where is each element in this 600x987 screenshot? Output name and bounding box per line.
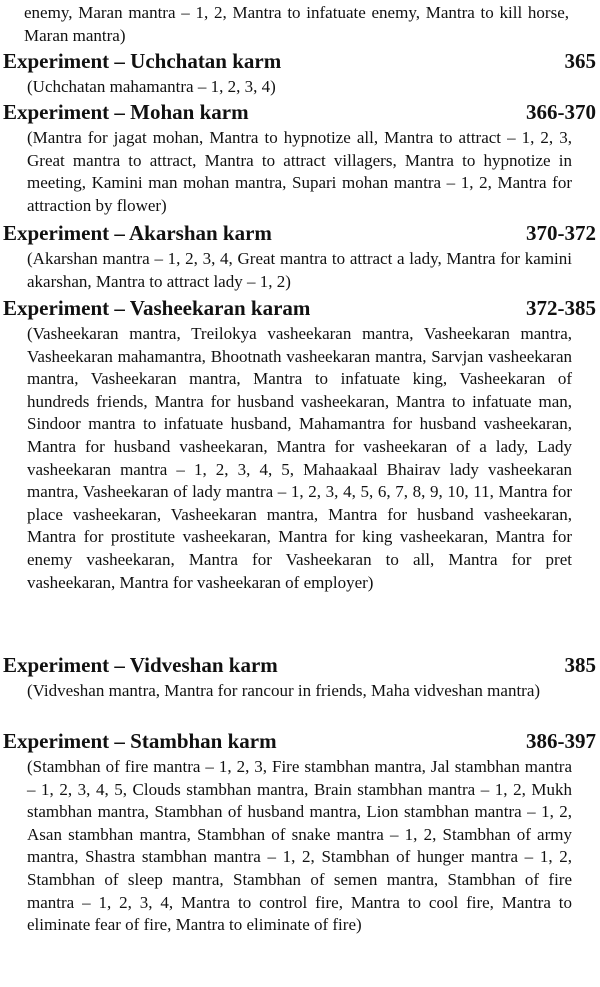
continued-description: enemy, Maran mantra – 1, 2, Mantra to infatuate enemy, Mantra to kill horse, Maran mantra): [24, 3, 569, 45]
entry-heading-mohan: [3, 99, 596, 125]
entry-heading-vidveshan: [3, 652, 596, 678]
entry-title: Experiment – Vidveshan karm: [3, 653, 278, 677]
entry-pages: 365: [564, 49, 596, 73]
entry-description: (Akarshan mantra – 1, 2, 3, 4, Great mantra to attract a lady, Mantra for kamini akarshan, Mantra to attract lady – 1, 2): [27, 249, 572, 291]
entry-heading-akarshan: [3, 220, 596, 246]
entry-title: Experiment – Mohan karm: [3, 100, 249, 124]
entry-description: (Vasheekaran mantra, Treilokya vasheekaran mantra, Vasheekaran mantra, Vasheekaran mahamantra, Bhootnath vasheekaran mantra, Sarvjan vasheekaran mantra, Vasheekaran mantra, Mantra to infatuate king, Vasheekaran of hundreds friends, Mantra for husband vasheekaran, Mantra to infatuate man, Sindoor mantra to infatuate husband, Mahamantra for husband vasheekaran, Mantra for husband vasheekaran, Mantra for vasheekaran of a lady, Lady vasheekaran mantra – 1, 2, 3, 4, 5, Mahaakaal Bhairav lady vasheekaran mantra, Vasheekaran of lady mantra – 1, 2, 3, 4, 5, 6, 7, 8, 9, 10, 11, Mantra for place vasheekaran, Vasheekaran mantra, Mantra for husband vasheekaran, Mantra for prostitute vasheekaran, Mantra for king vasheekaran, Mantra for enemy vasheekaran, Mantra for Vasheekaran to all, Mantra for pret vasheekaran, Mantra for vasheekaran of employer): [27, 324, 572, 592]
entry-title: Experiment – Uchchatan karm: [3, 49, 282, 73]
entry-title: Experiment – Akarshan karm: [3, 221, 272, 245]
entry-description: (Mantra for jagat mohan, Mantra to hypnotize all, Mantra to attract – 1, 2, 3, Great mantra to attract, Mantra to attract villagers, Mantra to hypnotize in meeting, Kamini man mohan mantra, Supari mohan mantra – 1, 2, Mantra for attraction by flower): [27, 128, 572, 215]
entry-description: (Vidveshan mantra, Mantra for rancour in friends, Maha vidveshan mantra): [27, 681, 541, 700]
entry-description: (Uchchatan mahamantra – 1, 2, 3, 4): [27, 77, 276, 96]
entry-heading-vasheekaran: [3, 295, 596, 321]
entry-pages: 370-372: [526, 221, 596, 245]
entry-description: (Stambhan of fire mantra – 1, 2, 3, Fire stambhan mantra, Jal stambhan mantra – 1, 2, 3, 4, 5, Clouds stambhan mantra, Brain stambhan mantra – 1, 2, Mukh stambhan mantra, Stambhan of husband mantra, Lion stambhan mantra – 1, 2, Asan stambhan mantra, Stambhan of snake mantra – 1, 2, Stambhan of army mantra, Shastra stambhan mantra – 1, 2, Stambhan of hunger mantra – 1, 2, Stambhan of sleep mantra, Stambhan of semen mantra, Stambhan of fire mantra – 1, 2, 3, 4, Mantra to control fire, Mantra to cool fire, Mantra to eliminate fear of fire, Mantra to eliminate of fire): [27, 757, 572, 935]
entry-pages: 372-385: [526, 296, 596, 320]
entry-pages: 385: [564, 653, 596, 677]
entry-heading-uchchatan: [3, 48, 596, 74]
entry-pages: 386-397: [526, 729, 596, 753]
entry-pages: 366-370: [526, 100, 596, 124]
entry-heading-stambhan: [3, 728, 596, 754]
entry-title: Experiment – Vasheekaran karam: [3, 296, 311, 320]
entry-title: Experiment – Stambhan karm: [3, 729, 277, 753]
